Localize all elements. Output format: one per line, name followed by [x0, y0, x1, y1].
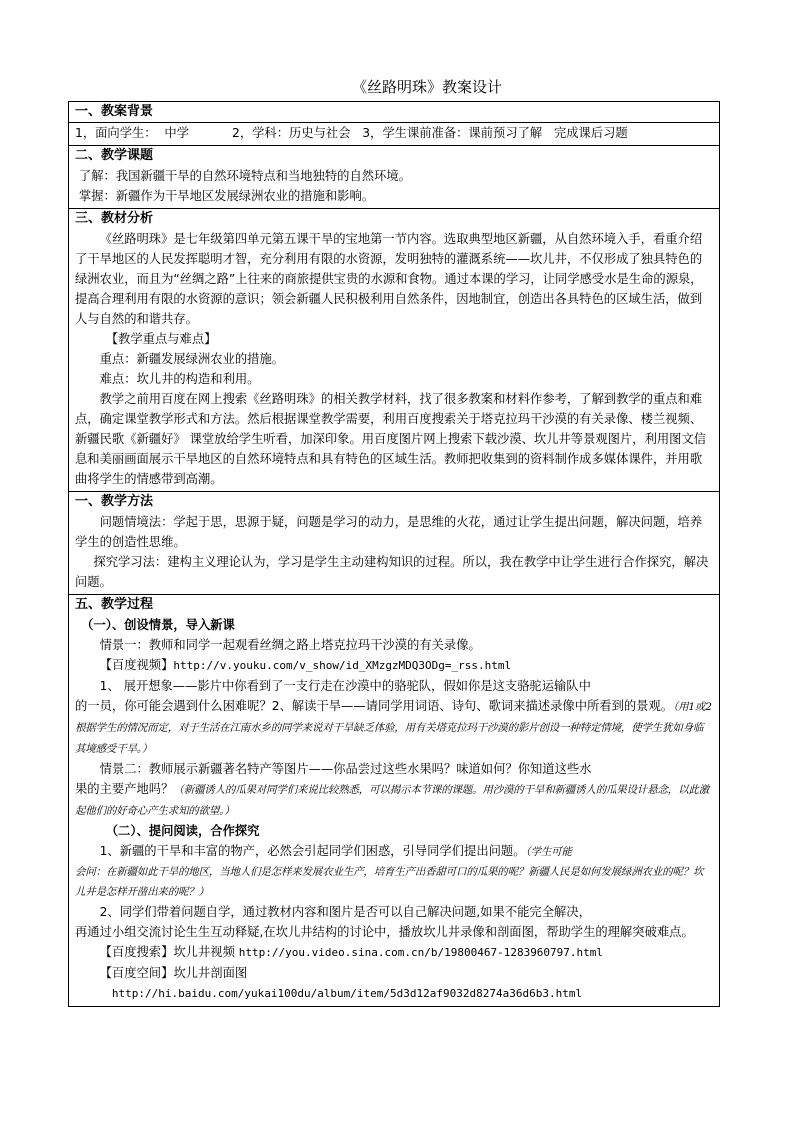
page-title: 《丝路明珠》教案设计 [351, 78, 502, 96]
material-paragraph: 《丝路明珠》是七年级第四单元第五课干旱的宝地第一节内容。选取典型地区新疆，从自然环境入手，看重介绍了干旱地区的人民发挥聪明才智，充分利用有限的水资源，发明独特的灌溉系统——坎儿井，不仅形成了独具特色的绿洲农业，而且为“丝绸之路”上往来的商旅提供宝贵的水源和食物。通过本课的学习，让同学感受水是生命的源泉，提高合理利用有限的水资源的意识；领会新疆人民积极利用自然条件，因地制宜，创造出各具特色的区域生活，做到人与自然的和谐共存。 [75, 232, 703, 326]
difficult-point: 难点：坎儿井的构造和利用。 [99, 372, 260, 386]
section-method [68, 492, 720, 595]
video-label: 【百度视频】 [99, 658, 174, 672]
method-inquiry: 探究学习法：建构主义理论认为，学习是学生主动建构知识的过程。所以，我在教学中让学生进行合作探究，解决问题。 [75, 555, 709, 589]
space-line [75, 983, 713, 1004]
scene-2b: 果的主要产地吗？（新疆诱人的瓜果对同学们来说比较熟悉，可以揭示本节课的课题。用沙漠的干旱和新疆诱人的瓜果设计悬念，以此激起他们的好奇心产生求知的欲望。） [75, 782, 709, 817]
background-line: 1，面向学生： 中学 2，学科：历史与社会 3，学生课前准备：课前预习了解 完成课后习题 [75, 126, 628, 140]
section-heading: 五、教学过程 [75, 597, 154, 612]
reading-2b: 再通过小组交流讨论生生互动释疑,在坎儿井结构的讨论中，播放坎儿井录像和剖面图，帮助学生的理解突破难点。 [75, 925, 694, 939]
section-topic [68, 146, 720, 209]
space-link[interactable]: http://hi.baidu.com/yukai100du/album/item/5d3d12af9032d8274a36d6b3.html [111, 987, 583, 1000]
scene-note: （新疆诱人的瓜果对同学们来说比较熟悉，可以揭示本节课的课题。用沙漠的干旱和新疆诱人的瓜果设计悬念，以此激起他们的好奇心产生求知的欲望。） [75, 784, 709, 817]
scene-2a: 情景二：教师展示新疆著名特产等图片——你品尝过这些水果吗？味道如何？你知道这些水 [99, 762, 592, 776]
section-heading: 二、教学课题 [75, 148, 154, 163]
sub-heading-2: （二）、提问阅读，合作探究 [105, 824, 260, 838]
topic-master: 掌握：新疆作为干旱地区发展绿洲农业的措施和影响。 [75, 189, 375, 203]
video-line [75, 655, 713, 676]
section-process [68, 595, 720, 1007]
section-material [68, 209, 720, 492]
space-label: 【百度空间】坎儿井剖面图 [99, 966, 248, 980]
method-problem: 问题情境法：学起于思，思源于疑，问题是学习的动力，是思维的火花，通过让学生提出问题，解决问题，培养学生的创造性思维。 [75, 515, 703, 549]
material-paragraph-2: 教学之前用百度在网上搜索《丝路明珠》的相关教学材料，找了很多教案和材料作参考，了解到教学的重点和难点，确定课堂教学形式和方法。然后根据课堂教学需要，利用百度搜索关于塔克拉玛干沙漠的有关录像、楼兰视频、新疆民歌《新疆好》 课堂放给学生听看，加深印象。用百度图片网上搜索下载沙漠、坎儿井等景观图片，利用图文信息和美丽画面展示干旱地区的自然环境特点和具有特色的区域生活。教师把收集到的资料制作成多媒体课件，并用歌曲将学生的情感带到高潮。 [75, 392, 707, 486]
reading-1: 1、新疆的干旱和丰富的物产，必然会引起同学们困惑，引导同学们提出问题。（学生可能 [99, 844, 572, 858]
search-label: 【百度搜索】坎儿井视频 [99, 945, 235, 959]
section-background [68, 101, 720, 146]
section-heading: 三、教材分析 [75, 211, 154, 226]
topic-understand: 了解：我国新疆干旱的自然环境特点和当地独特的自然环境。 [75, 169, 411, 183]
video-link[interactable]: http://v.youku.com/v_show/id_XMzgzMDQ3ODg=_rss.html [173, 659, 512, 672]
section-heading: 一、教案背景 [75, 104, 154, 119]
activity-1b: 的一员，你可能会遇到什么困难呢？2、解读干旱——请同学用词语、诗句、歌词来描述录像中所看到的景观。（用1或2根据学生的情况而定，对于生活在江南水乡的同学来说对干旱缺乏体验，用有关塔克拉玛干沙漠的影片创设一种特定情境，使学生犹如身临其境感受干旱。） [75, 699, 712, 755]
scene-1: 情景一：教师和同学一起观看丝绸之路上塔克拉玛干沙漠的有关录像。 [99, 638, 481, 652]
search-line [75, 942, 713, 963]
key-heading: 【教学重点与难点】 [105, 332, 217, 346]
section-heading: 一、教学方法 [75, 494, 154, 509]
reading-1-note: 会问：在新疆如此干旱的地区，当地人们是怎样来发展农业生产，培育生产出香甜可口的瓜果的呢？新疆人民是如何发展绿洲农业的呢？坎儿井是怎样开凿出来的呢？） [75, 866, 704, 898]
key-point: 重点：新疆发展绿洲农业的措施。 [99, 352, 285, 366]
lesson-plan-table [68, 101, 720, 1007]
activity-1a: 1、 展开想象——影片中你看到了一支行走在沙漠中的骆驼队，假如你是这支骆驼运输队中 [99, 679, 591, 693]
search-link[interactable]: http://you.video.sina.com.cn/b/19800467-1283960797.html [238, 946, 604, 959]
reading-2a: 2、同学们带着问题自学，通过教材内容和图片是否可以自己解决问题,如果不能完全解决， [99, 905, 591, 919]
activity-note: （用1或2根据学生的情况而定，对于生活在江南水乡的同学来说对干旱缺乏体验，用有关塔克拉玛干沙漠的影片创设一种特定情境，使学生犹如身临其境感受干旱。） [75, 701, 712, 755]
sub-heading-1: （一）、创设情景，导入新课 [81, 618, 235, 632]
